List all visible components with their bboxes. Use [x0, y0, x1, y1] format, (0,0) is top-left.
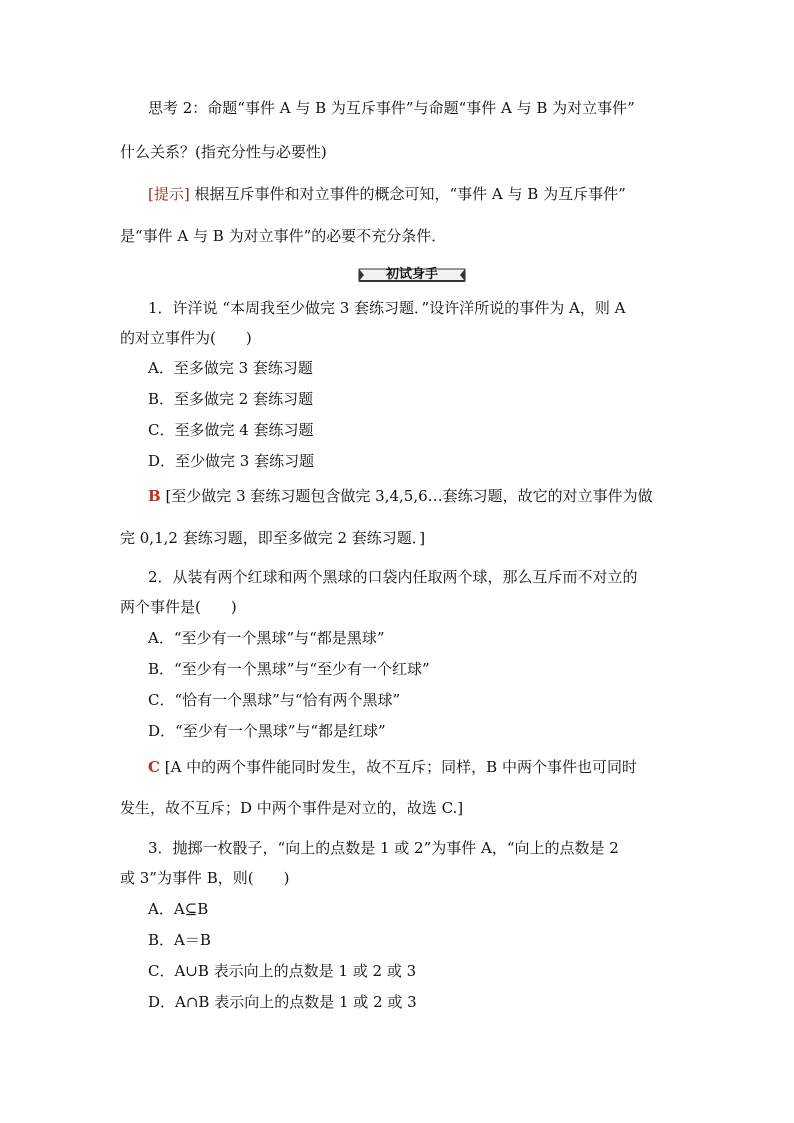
q2-option-c: C．“恰有一个黑球”与“恰有两个黑球” [148, 691, 401, 709]
q1-option-a: A．至多做完 3 套练习题 [148, 359, 313, 377]
hint-line-1 [148, 184, 626, 204]
q1-explain-text: [至少做完 3 套练习题包含做完 3,4,5,6…套练习题，故它的对立事件为做 [160, 487, 653, 505]
section-banner [358, 266, 466, 284]
q2-answer: C [148, 758, 160, 776]
q2-option-d: D．“至少有一个黑球”与“都是红球” [148, 722, 386, 740]
q1-explain-line-2: 完 0,1,2 套练习题，即至多做完 2 套练习题．] [120, 529, 426, 547]
q3-stem-line-2: 或 3”为事件 B，则( ) [120, 869, 290, 887]
q1-option-c: C．至多做完 4 套练习题 [148, 421, 314, 439]
q2-explain-line-1 [148, 757, 637, 777]
hint-text: 根据互斥事件和对立事件的概念可知，“事件 A 与 B 为互斥事件” [189, 185, 626, 203]
q1-stem-line-2: 的对立事件为( ) [120, 329, 252, 347]
q1-answer: B [148, 487, 161, 505]
q2-explain-text: [A 中的两个事件能同时发生，故不互斥；同样，B 中两个事件也可同时 [159, 758, 637, 776]
q3-option-c: C．A∪B 表示向上的点数是 1 或 2 或 3 [148, 962, 417, 980]
hint-tag: [提示] [148, 185, 190, 203]
q1-option-b: B．至多做完 2 套练习题 [148, 390, 314, 408]
q1-option-d: D．至少做完 3 套练习题 [148, 452, 315, 470]
q2-stem-line-2: 两个事件是( ) [120, 598, 237, 616]
q1-explain-line-1 [148, 486, 653, 506]
q1-stem-line-1: 1．许洋说 “本周我至少做完 3 套练习题．”设许洋所说的事件为 A，则 A [148, 299, 626, 317]
q3-stem-line-1: 3．抛掷一枚骰子，“向上的点数是 1 或 2”为事件 A，“向上的点数是 2 [148, 839, 619, 857]
think-line-2: 什么关系？(指充分性与必要性) [120, 143, 327, 161]
hint-line-2: 是“事件 A 与 B 为对立事件”的必要不充分条件． [120, 227, 447, 245]
q2-option-b: B．“至少有一个黑球”与“至少有一个红球” [148, 660, 430, 678]
think-line-1: 思考 2：命题“事件 A 与 B 为互斥事件”与命题“事件 A 与 B 为对立事件” [148, 99, 635, 117]
q2-stem-line-1: 2．从装有两个红球和两个黑球的口袋内任取两个球，那么互斥而不对立的 [148, 568, 638, 586]
section-banner-title: 初试身手 [385, 267, 438, 282]
q2-option-a: A．“至少有一个黑球”与“都是黑球” [148, 629, 385, 647]
q2-explain-line-2: 发生，故不互斥；D 中两个事件是对立的，故选 C.] [120, 799, 464, 817]
q3-option-a: A．A⊆B [148, 900, 209, 918]
q3-option-b: B．A＝B [148, 931, 211, 949]
q3-option-d: D．A∩B 表示向上的点数是 1 或 2 或 3 [148, 993, 417, 1011]
